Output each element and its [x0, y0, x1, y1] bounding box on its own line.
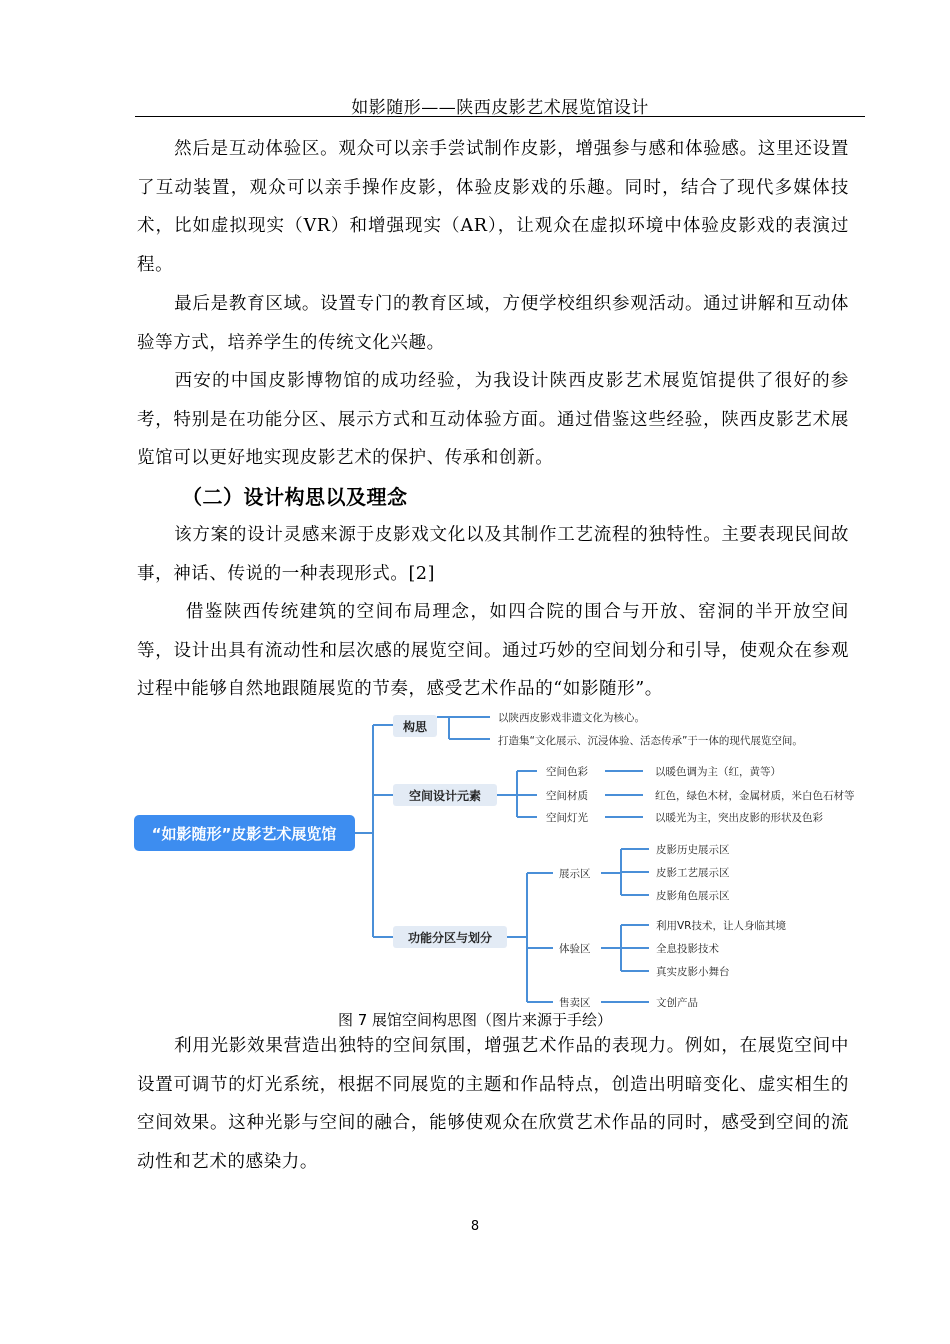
mindmap-element-name: 空间色彩 [546, 766, 588, 778]
mindmap-concept-item: 打造集“文化展示、沉浸体验、活态传承”于一体的现代展览空间。 [498, 735, 803, 747]
paragraph-light-shadow: 利用光影效果营造出独特的空间氛围，增强艺术作品的表现力。例如，在展览空间中设置可调节的灯光系统，根据不同展览的主题和作品特点，创造出明暗变化、虚实相生的空间效果。这种光影与空间的融合，能够使观众在欣赏艺术作品的同时，感受到空间的流动性和艺术的感染力。 [137, 1036, 849, 1173]
mindmap-zone-item: 文创产品 [656, 997, 698, 1007]
header-rule [135, 116, 865, 117]
mindmap-zone-name: 展示区 [559, 868, 591, 880]
mindmap-concept-label: 构思 [402, 720, 428, 734]
figure-caption: 图 7 展馆空间构思图（图片来源于手绘） [337, 1011, 613, 1029]
mindmap-zone-item: 真实皮影小舞台 [656, 966, 730, 978]
mindmap-zone-name: 售卖区 [559, 997, 591, 1007]
page-number: 8 [470, 1219, 480, 1234]
paragraph-education-zone: 最后是教育区域。设置专门的教育区域，方便学校组织参观活动。通过讲解和互动体验等方式，培养学生的传统文化兴趣。 [137, 294, 849, 353]
mindmap-diagram [125, 705, 875, 1007]
mindmap-zone-item: 皮影角色展示区 [656, 890, 730, 902]
mindmap-element-desc: 以暖色调为主（红，黄等） [655, 766, 781, 778]
paragraph-xian-museum: 西安的中国皮影博物馆的成功经验，为我设计陕西皮影艺术展览馆提供了很好的参考，特别是在功能分区、展示方式和互动体验方面。通过借鉴这些经验，陕西皮影艺术展览馆可以更好地实现皮影艺术的保护、传承和创新。 [137, 371, 849, 469]
mindmap-zones-label: 功能分区与划分 [407, 931, 493, 945]
mindmap-elements-label: 空间设计元素 [408, 789, 482, 803]
mindmap-zone-item: 皮影工艺展示区 [656, 867, 730, 879]
mindmap-zone-item: 利用VR技术，让人身临其境 [656, 920, 786, 932]
mindmap-zone-item: 全息投影技术 [656, 943, 719, 955]
paragraph-interactive-zone: 然后是互动体验区。观众可以亲手尝试制作皮影，增强参与感和体验感。这里还设置了互动装置，观众可以亲手操作皮影，体验皮影戏的乐趣。同时，结合了现代多媒体技术，比如虚拟现实（VR）和增强现实（AR），让观众在虚拟环境中体验皮影戏的表演过程。 [137, 139, 849, 276]
mindmap-element-name: 空间材质 [546, 790, 588, 802]
mindmap-root-label: “如影随形”皮影艺术展览馆 [151, 825, 337, 843]
page-header-title: 如影随形——陕西皮影艺术展览馆设计 [351, 98, 649, 118]
paragraph-spatial-layout: 借鉴陕西传统建筑的空间布局理念，如四合院的围合与开放、窑洞的半开放空间等，设计出具有流动性和层次感的展览空间。通过巧妙的空间划分和引导，使观众在参观过程中能够自然地跟随展览的节奏，感受艺术作品的“如影随形”。 [137, 602, 849, 700]
mindmap-zone-item: 皮影历史展示区 [656, 844, 730, 856]
section-heading: （二）设计构思以及理念 [182, 485, 408, 509]
mindmap-element-name: 空间灯光 [546, 812, 588, 824]
mindmap-element-desc: 以暖光为主，突出皮影的形状及色彩 [655, 812, 823, 824]
paragraph-design-inspiration: 该方案的设计灵感来源于皮影戏文化以及其制作工艺流程的独特性。主要表现民间故事，神话、传说的一种表现形式。[2] [137, 525, 849, 584]
mindmap-zone-name: 体验区 [559, 943, 591, 955]
mindmap-element-desc: 红色，绿色木材，金属材质，米白色石材等 [655, 790, 855, 802]
mindmap-concept-item: 以陕西皮影戏非遗文化为核心。 [498, 712, 645, 724]
